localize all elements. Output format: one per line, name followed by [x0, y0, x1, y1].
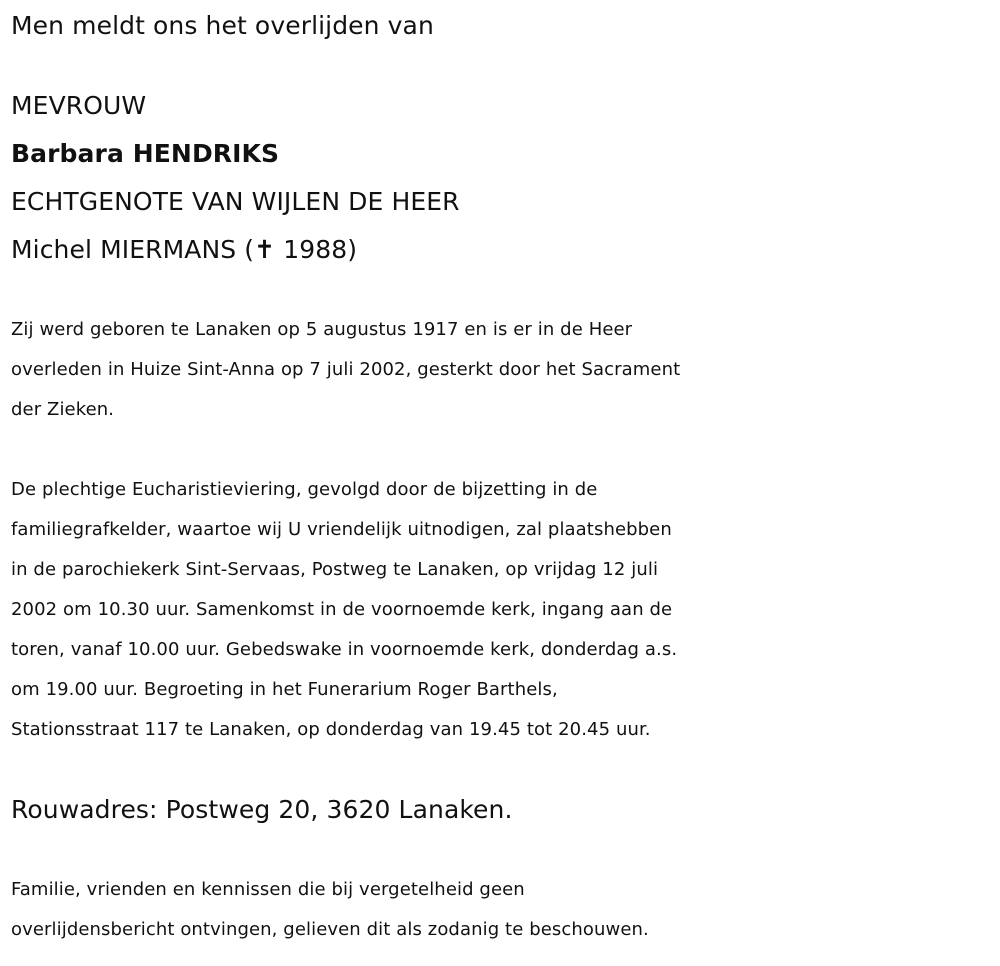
- paragraph-line: om 19.00 uur. Begroeting in het Funerarium Roger Barthels,: [11, 679, 558, 700]
- paragraph-line: 2002 om 10.30 uur. Samenkomst in de voornoemde kerk, ingang aan de: [11, 599, 673, 620]
- paragraph-line: Stationsstraat 117 te Lanaken, op donderdag van 19.45 tot 20.45 uur.: [11, 719, 651, 740]
- paragraph-line: familiegrafkelder, waartoe wij U vriendelijk uitnodigen, zal plaatshebben: [11, 519, 672, 540]
- deceased-name: Barbara HENDRIKS: [11, 139, 280, 168]
- ceremony-paragraph: [11, 470, 996, 750]
- closing-paragraph: [11, 870, 996, 950]
- paragraph-line: overleden in Huize Sint-Anna op 7 juli 2002, gesterkt door het Sacrament: [11, 359, 681, 380]
- spouse-line: Michel MIERMANS (✝ 1988): [11, 235, 358, 264]
- intro-line: Men meldt ons het overlijden van: [11, 11, 434, 40]
- paragraph-line: De plechtige Eucharistieviering, gevolgd door de bijzetting in de: [11, 479, 598, 500]
- relation-line: ECHTGENOTE VAN WIJLEN DE HEER: [11, 187, 460, 216]
- paragraph-line: Familie, vrienden en kennissen die bij vergetelheid geen: [11, 879, 525, 900]
- paragraph-line: overlijdensbericht ontvingen, gelieven dit als zodanig te beschouwen.: [11, 919, 649, 940]
- birth-death-paragraph: [11, 310, 996, 430]
- mourning-address: Rouwadres: Postweg 20, 3620 Lanaken.: [11, 795, 513, 824]
- paragraph-line: Zij werd geboren te Lanaken op 5 augustus 1917 en is er in de Heer: [11, 319, 633, 340]
- honorific: MEVROUW: [11, 91, 147, 120]
- paragraph-line: toren, vanaf 10.00 uur. Gebedswake in voornoemde kerk, donderdag a.s.: [11, 639, 678, 660]
- paragraph-line: in de parochiekerk Sint-Servaas, Postweg te Lanaken, op vrijdag 12 juli: [11, 559, 659, 580]
- paragraph-line: der Zieken.: [11, 399, 115, 420]
